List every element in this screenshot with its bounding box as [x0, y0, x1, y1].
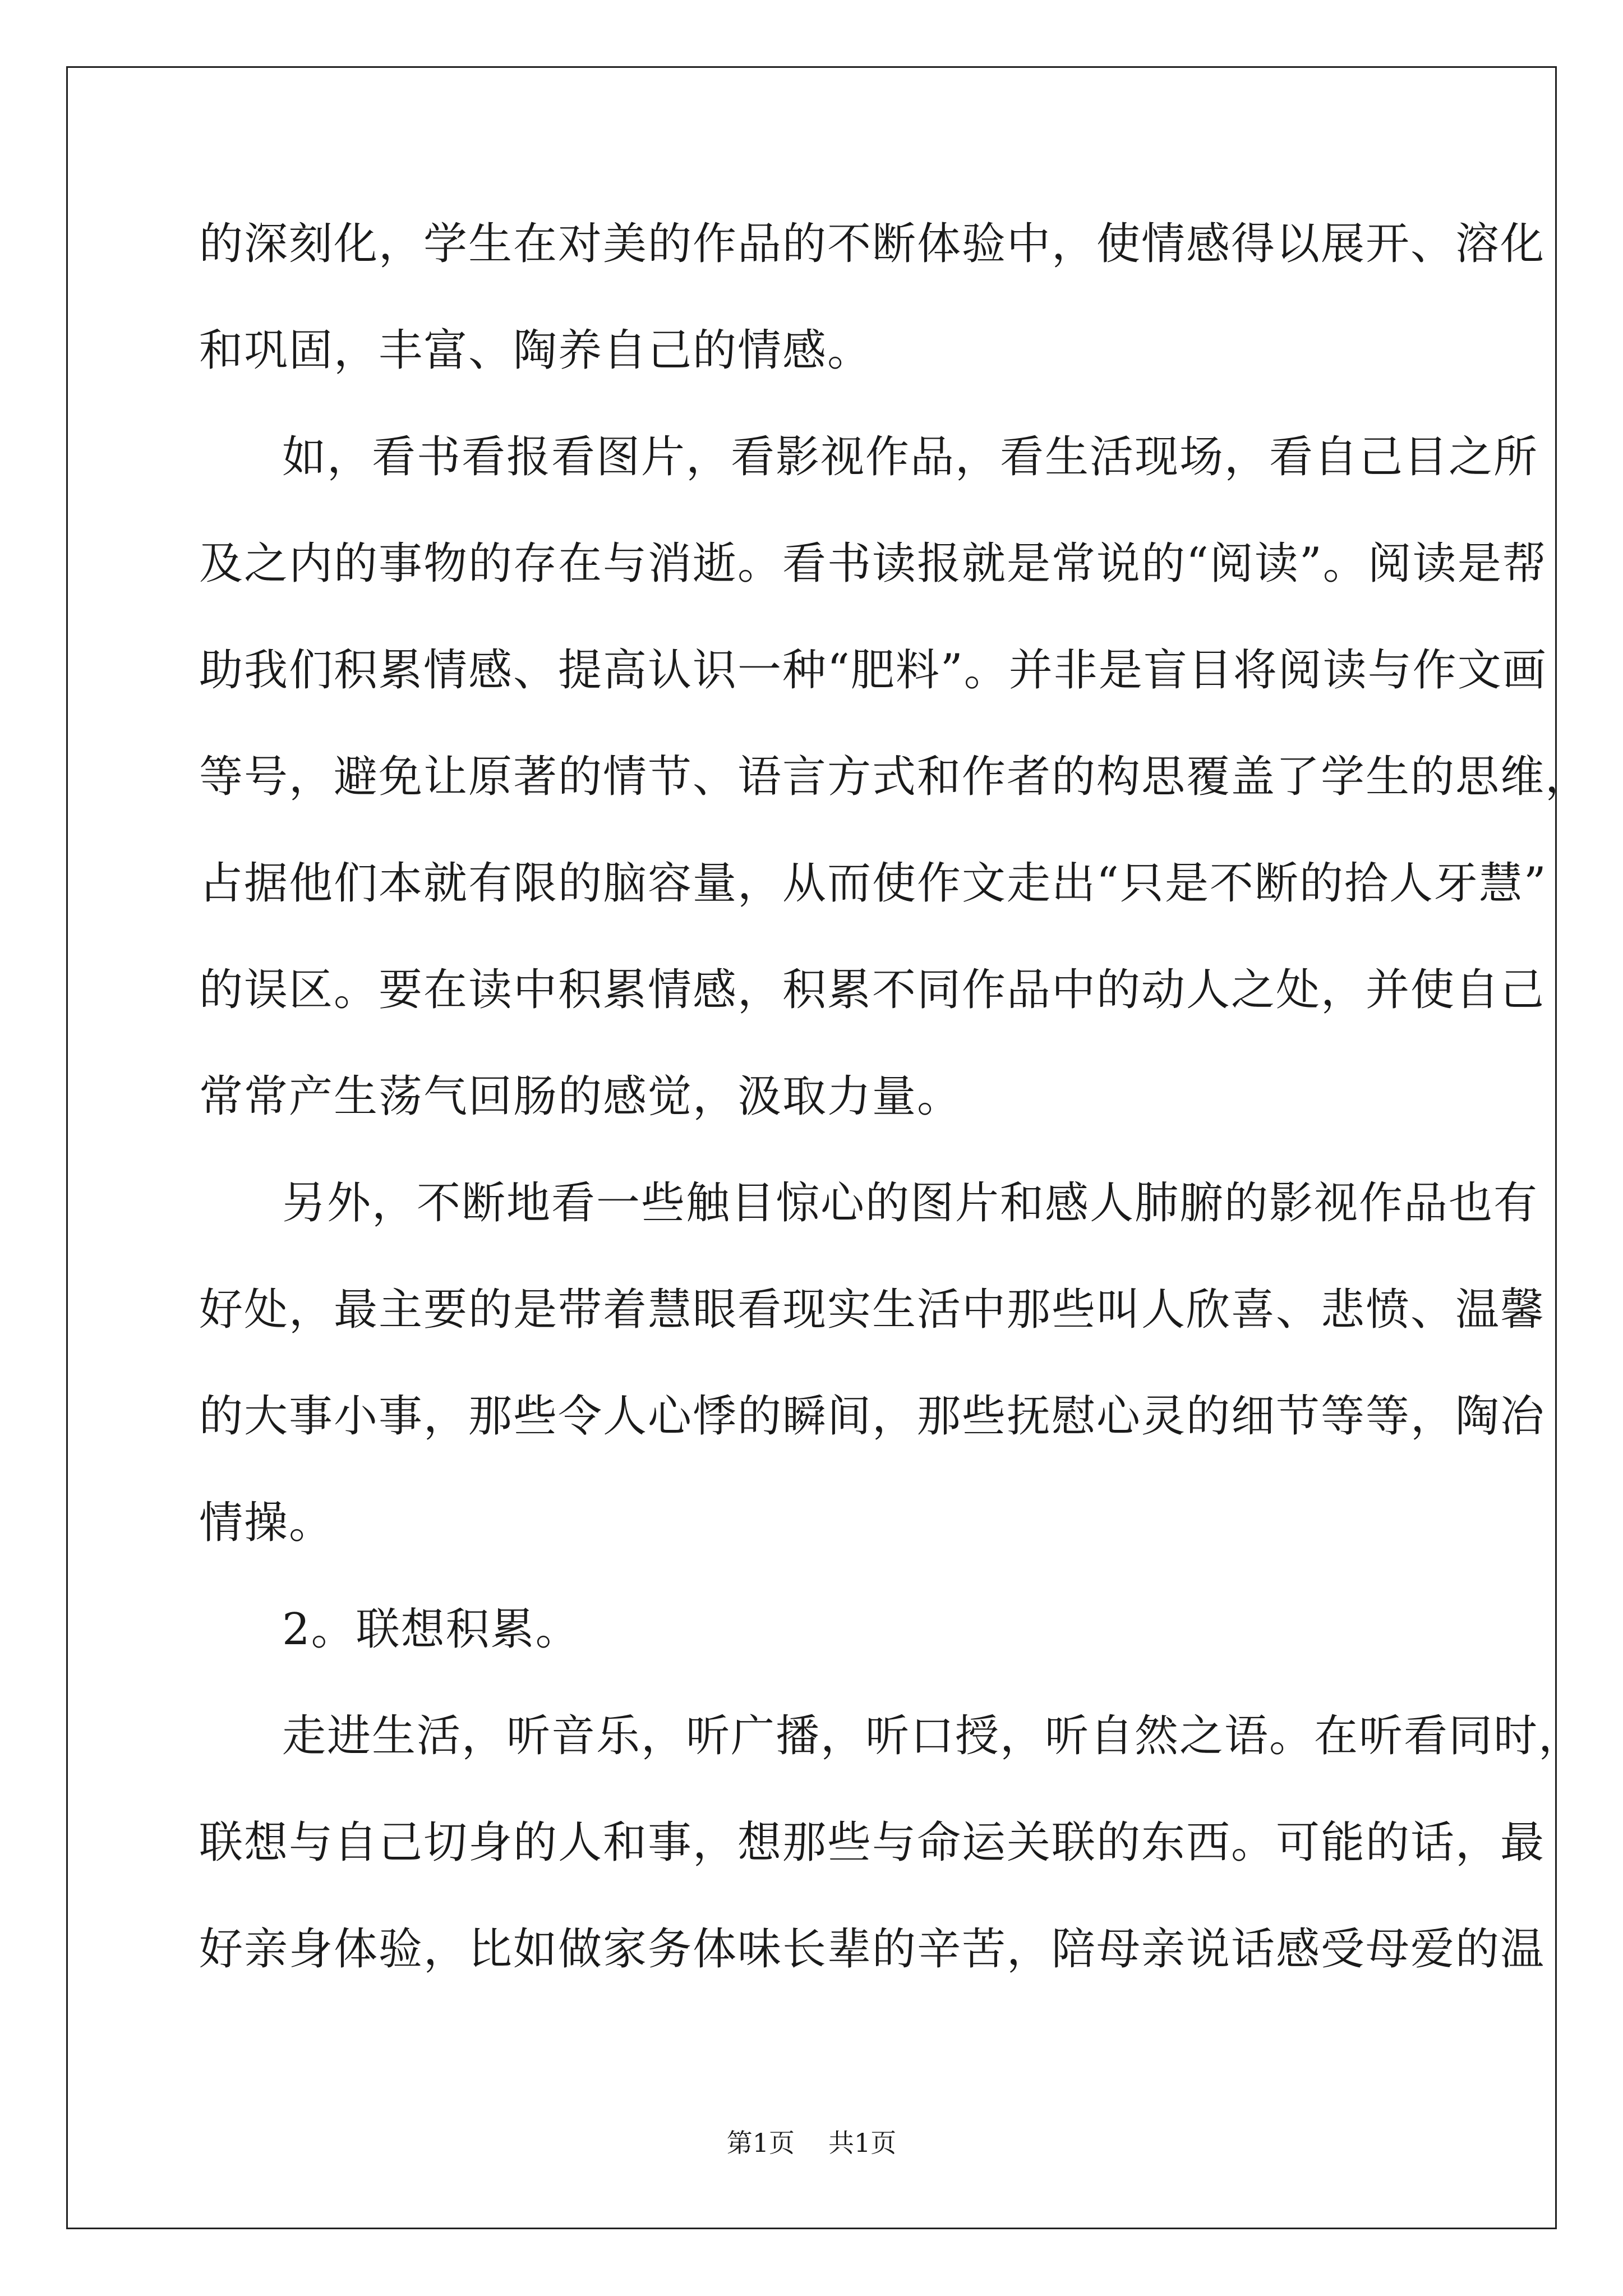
text-line: 及之内的事物的存在与消逝。看书读报就是常说的“阅读”。阅读是帮 [199, 539, 1547, 589]
text-line: 另外，不断地看一些触目惊心的图片和感人肺腑的影视作品也有 [282, 1178, 1539, 1228]
page-footer [0, 2126, 1623, 2160]
page-number: 第1页 [726, 2128, 795, 2158]
text-line: 助我们积累情感、提高认识一种“肥料”。并非是盲目将阅读与作文画 [199, 645, 1547, 696]
text-line: 的大事小事，那些令人心悸的瞬间，那些抚慰心灵的细节等等，陶冶 [199, 1391, 1546, 1442]
document-body [199, 213, 1590, 2025]
text-line: 走进生活，听音乐，听广播，听口授，听自然之语。在听看同时， [282, 1711, 1584, 1761]
text-line: 如，看书看报看图片，看影视作品，看生活现场，看自己目之所 [282, 432, 1539, 482]
text-line: 占据他们本就有限的脑容量，从而使作文走出“只是不断的拾人牙慧” [199, 858, 1547, 909]
section-heading: 2。联想积累。 [282, 1604, 580, 1655]
text-line: 的深刻化，学生在对美的作品的不断体验中，使情感得以展开、溶化 [199, 219, 1546, 269]
text-line: 联想与自己切身的人和事，想那些与命运关联的东西。可能的话，最 [199, 1818, 1546, 1868]
text-line: 等号，避免让原著的情节、语言方式和作者的构思覆盖了学生的思维， [199, 752, 1590, 802]
text-line: 常常产生荡气回肠的感觉，汲取力量。 [199, 1071, 962, 1122]
text-line: 和巩固，丰富、陶养自己的情感。 [199, 325, 873, 376]
text-line: 的误区。要在读中积累情感，积累不同作品中的动人之处，并使自己 [199, 965, 1546, 1015]
page-total: 共1页 [828, 2128, 897, 2158]
text-line: 情操。 [199, 1498, 334, 1548]
text-line: 好亲身体验，比如做家务体味长辈的辛苦，陪母亲说话感受母爱的温 [199, 1924, 1546, 1975]
text-line: 好处，最主要的是带着慧眼看现实生活中那些叫人欣喜、悲愤、温馨 [199, 1285, 1546, 1335]
